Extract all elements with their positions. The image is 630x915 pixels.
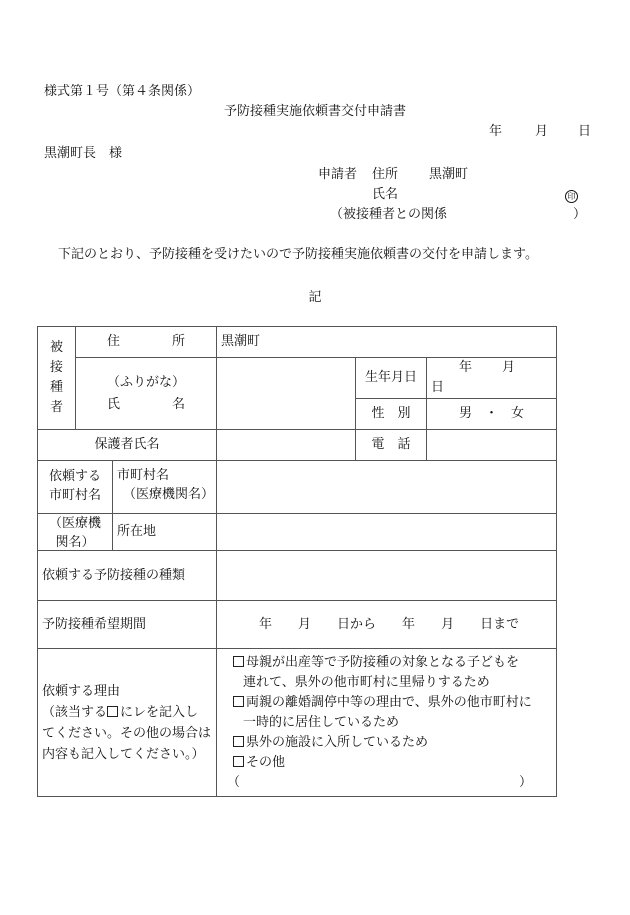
reason-option-1-cont: 連れて、県外の他市町村に里帰りするため <box>243 674 490 690</box>
requesting-muni-label-cont: （医療機 関名） <box>38 514 113 550</box>
vaccinee-label: 被 接 種 者 <box>38 327 76 430</box>
checkbox-icon[interactable] <box>233 696 244 707</box>
name-label: 氏名 <box>372 187 399 202</box>
vaccine-type-value[interactable] <box>217 551 557 601</box>
table-row <box>38 601 557 649</box>
period-value[interactable]: 年 月 日から 年 月 日まで <box>217 601 557 649</box>
date-day: 日 <box>578 124 592 139</box>
table-row <box>38 551 557 601</box>
table-row <box>38 358 557 399</box>
applicant-label: 申請者 <box>318 167 358 182</box>
muni-name-label: 市町村名 （医療機関名） <box>117 468 215 502</box>
sex-label: 性 別 <box>356 399 427 430</box>
reason-option-2[interactable]: 両親の離婚調停中等の理由で、県外の他市町村に <box>233 693 552 713</box>
table-row <box>38 430 557 461</box>
name-cell-value[interactable] <box>217 358 356 430</box>
table-row <box>38 461 557 514</box>
document-title: 予防接種実施依頼書交付申請書 <box>223 104 406 119</box>
reason-option-3[interactable]: 県外の施設に入所しているため <box>233 733 552 753</box>
address-cell-label: 住 所 <box>76 327 217 358</box>
addressee: 黒潮町長 様 <box>44 146 123 161</box>
vaccine-type-label: 依頼する予防接種の種類 <box>38 551 217 601</box>
address-cell-value: 黒潮町 <box>217 327 557 358</box>
requesting-muni-label: 依頼する 市町村名 <box>38 461 113 513</box>
location-value[interactable] <box>217 514 557 551</box>
other-reason-field[interactable]: （ ） <box>227 774 533 790</box>
reason-label: 依頼する理由 （該当する にレを記入し てください。その他の場合は 内容も記入してください。） <box>38 649 217 797</box>
phone-value[interactable] <box>427 430 557 461</box>
seal-icon: 印 <box>565 188 578 204</box>
reason-option-2-cont: 一時的に居住しているため <box>243 714 400 730</box>
date-year: 年 <box>489 124 503 139</box>
requesting-muni-cell <box>38 461 217 514</box>
birthdate-label: 生年月日 <box>356 358 427 399</box>
sex-options[interactable]: 男 ・ 女 <box>427 399 557 430</box>
guardian-label: 保護者氏名 <box>38 430 217 461</box>
address-label: 住所 <box>372 167 399 182</box>
birthdate-value[interactable]: 年 月日 <box>427 358 557 399</box>
reason-option-4[interactable]: その他 <box>233 753 552 773</box>
phone-label: 電 話 <box>356 430 427 461</box>
checkbox-icon <box>107 706 118 717</box>
body-text: 下記のとおり、予防接種を受けたいので予防接種実施依頼書の交付を申請します。 <box>58 247 538 262</box>
checkbox-icon[interactable] <box>233 656 244 667</box>
checkbox-icon[interactable] <box>233 756 244 767</box>
application-table <box>37 326 557 797</box>
reason-options <box>217 649 557 797</box>
form-number: 様式第１号（第４条関係） <box>44 84 201 99</box>
address-value: 黒潮町 <box>429 167 469 182</box>
location-cell <box>38 514 217 551</box>
relation-close: ） <box>573 207 587 222</box>
table-row <box>38 514 557 551</box>
name-cell-label: （ふりがな） 氏 名 <box>76 358 217 430</box>
period-label: 予防接種希望期間 <box>38 601 217 649</box>
location-label: 所在地 <box>117 524 157 539</box>
ki-heading: 記 <box>308 290 322 305</box>
table-row <box>38 327 557 358</box>
muni-name-value[interactable] <box>217 461 557 514</box>
reason-option-1[interactable]: 母親が出産等で予防接種の対象となる子どもを <box>233 653 552 673</box>
table-row <box>38 649 557 797</box>
date-month: 月 <box>535 124 549 139</box>
relation-label: （被接種者との関係 <box>330 207 448 222</box>
guardian-value[interactable] <box>217 430 356 461</box>
checkbox-icon[interactable] <box>233 736 244 747</box>
